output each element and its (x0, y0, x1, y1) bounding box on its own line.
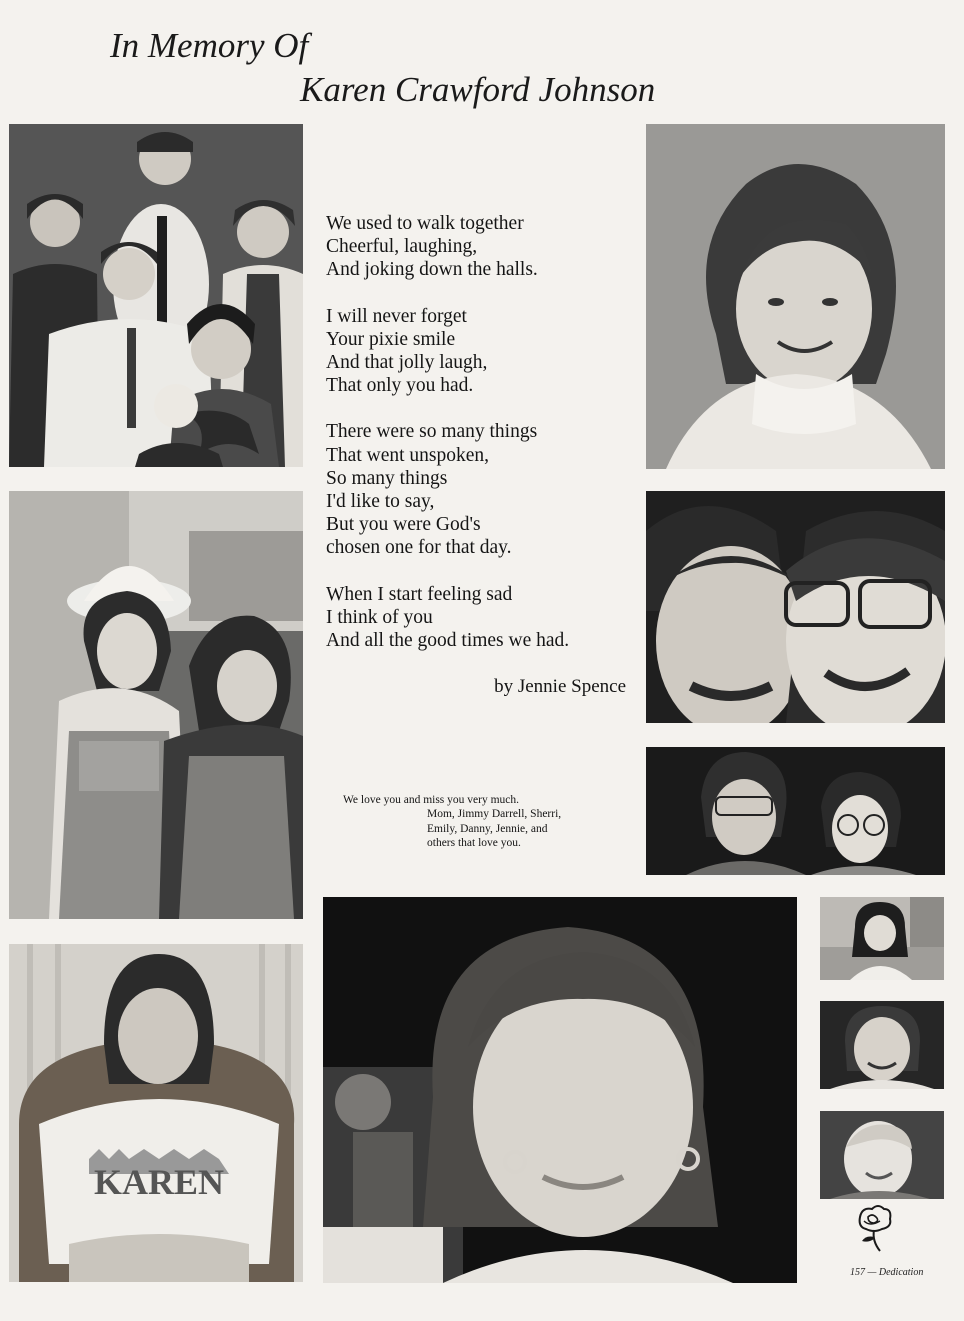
poem-line: chosen one for that day. (326, 537, 512, 559)
page-folio: 157 — Dedication (850, 1267, 924, 1278)
poem-line: So many things (326, 467, 448, 489)
poem-line: I'd like to say, (326, 491, 435, 513)
poem-stanza (326, 420, 636, 559)
smiling-woman-photo (820, 1001, 944, 1089)
poem-stanza (326, 305, 636, 398)
family-portrait-photo (9, 124, 303, 467)
poem-line: That went unspoken, (326, 444, 490, 466)
doll-photo (820, 897, 944, 980)
poem-line: And joking down the halls. (326, 259, 538, 281)
poem-line: I think of you (326, 606, 433, 628)
title-line-2: Karen Crawford Johnson (300, 70, 656, 109)
message-line: We love you and miss you very much. (343, 794, 520, 806)
portrait-photo-top-right (646, 124, 945, 469)
message-line: Mom, Jimmy Darrell, Sherri, (427, 808, 562, 821)
poem-line: But you were God's (326, 514, 481, 536)
two-women-photo (646, 747, 945, 875)
large-portrait-photo (323, 897, 797, 1283)
poem-line: Your pixie smile (326, 328, 456, 350)
costume-photo (9, 491, 303, 919)
poem-line: And all the good times we had. (326, 630, 570, 652)
memorial-poem (326, 212, 636, 675)
poem-line: We used to walk together (326, 213, 524, 234)
poem-byline: by Jennie Spence (494, 676, 626, 697)
shirt-lettering: KAREN (93, 1162, 225, 1202)
family-message (343, 793, 633, 850)
message-line: Emily, Danny, Jennie, and (427, 822, 548, 835)
karen-sitting-photo (9, 944, 303, 1282)
poem-line: Cheerful, laughing, (326, 236, 478, 258)
poem-line: When I start feeling sad (326, 583, 513, 605)
poem-line: And that jolly laugh, (326, 352, 488, 374)
couple-closeup-photo (646, 491, 945, 723)
poem-line: That only you had. (326, 375, 474, 397)
poem-stanza (326, 583, 636, 653)
rose-icon (852, 1203, 896, 1253)
baby-photo (820, 1111, 944, 1199)
poem-line: There were so many things (326, 421, 538, 443)
message-line: others that love you. (427, 836, 521, 849)
title-line-1: In Memory Of (110, 26, 309, 65)
poem-stanza (326, 212, 636, 282)
poem-line: I will never forget (326, 305, 467, 327)
